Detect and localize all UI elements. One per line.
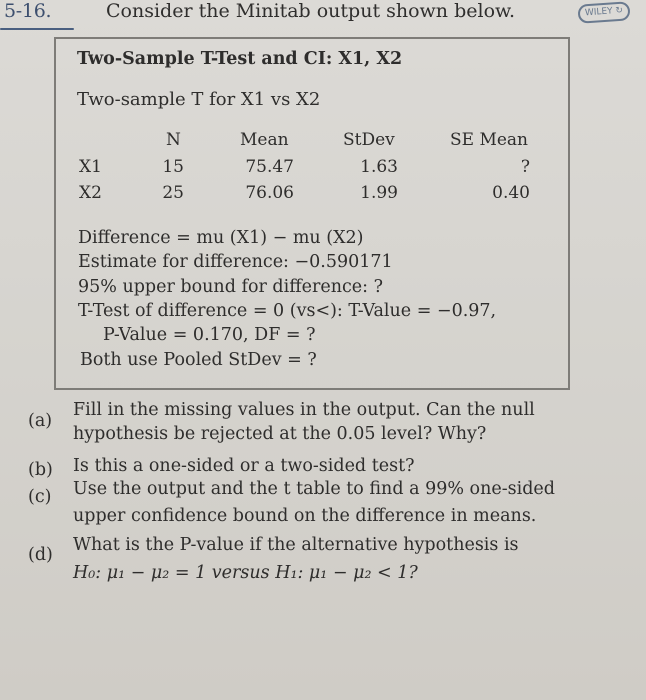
output-title: Two-Sample T-Test and CI: X1, X2 <box>77 49 403 69</box>
question-c-line-2: upper confidence bound on the difference in means. <box>73 506 537 526</box>
x2-n: 25 <box>162 183 184 203</box>
question-a-line-1: Fill in the missing values in the output. Can the null <box>73 400 535 420</box>
col-header-se-mean: SE Mean <box>450 130 529 150</box>
x1-mean: 75.47 <box>245 157 294 177</box>
question-c-line-1: Use the output and the t table to find a 99% one-sided <box>73 479 555 499</box>
publisher-logo: WILEY ↻ <box>577 1 630 24</box>
row-label-x2: X2 <box>79 183 102 203</box>
col-header-mean: Mean <box>240 130 289 150</box>
output-line-estimate: Estimate for difference: −0.590171 <box>78 252 393 272</box>
output-line-difference: Difference = mu (X1) − mu (X2) <box>78 228 364 248</box>
question-d-line-2: H₀: μ₁ − μ₂ = 1 versus H₁: μ₁ − μ₂ < 1? <box>73 563 418 583</box>
output-line-p-value: P-Value = 0.170, DF = ? <box>103 325 316 345</box>
output-subtitle: Two-sample T for X1 vs X2 <box>77 89 321 110</box>
x1-n: 15 <box>162 157 184 177</box>
x2-se-mean: 0.40 <box>492 183 530 203</box>
question-b-label: (b) <box>28 460 53 480</box>
question-a-label: (a) <box>28 411 53 431</box>
problem-number-underline <box>0 28 74 30</box>
output-line-pooled-stdev: Both use Pooled StDev = ? <box>80 350 317 370</box>
col-header-n: N <box>166 130 181 150</box>
x1-stdev: 1.63 <box>360 157 398 177</box>
output-line-t-test: T-Test of difference = 0 (vs<): T-Value = −0.97, <box>78 301 497 321</box>
question-a-line-2: hypothesis be rejected at the 0.05 level? Why? <box>73 424 487 444</box>
question-d-label: (d) <box>28 545 53 565</box>
col-header-stdev: StDev <box>343 130 395 150</box>
x2-stdev: 1.99 <box>360 183 398 203</box>
question-b-line-1: Is this a one-sided or a two-sided test? <box>73 456 415 476</box>
problem-number: 5-16. <box>4 0 52 22</box>
output-line-upper-bound: 95% upper bound for difference: ? <box>78 277 383 297</box>
question-c-label: (c) <box>28 487 52 507</box>
problem-intro: Consider the Minitab output shown below. <box>106 0 516 22</box>
x1-se-mean: ? <box>520 157 530 177</box>
x2-mean: 76.06 <box>245 183 294 203</box>
question-d-line-1: What is the P-value if the alternative hypothesis is <box>73 535 519 555</box>
row-label-x1: X1 <box>79 157 102 177</box>
